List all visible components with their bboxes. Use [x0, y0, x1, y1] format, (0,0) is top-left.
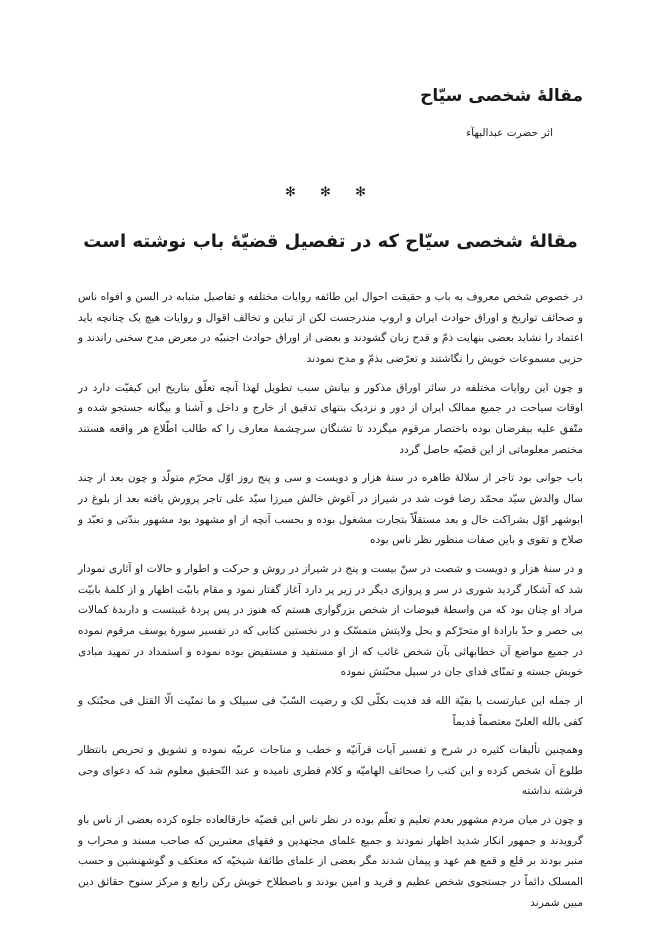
paragraph: و در سنهٔ هزار و دویست و شصت در سنّ بیست و پنج در شیراز در روش و حرکت و اطوار و حالات او آثاری نمودار شد که آشکار گردید شوری در سر و پروازی دیگر در زیر پر دارد آغاز گفتار نمود و مقام بابیّت اظهار و از کلمهٔ بابیّت مراد او چنان بود که من واسطهٔ فیوضات از شخص بزرگواری هستم که هنوز در پس پردهٔ غیبتست و دارندهٔ کمالات بی حصر و حدّ بارادهٔ او متحرّکم و بحل ولایتش متمسّک و در نخستین کتابی که در تفسیر سورهٔ یوسف مرقوم نموده در جمیع مواضع آن خطابهائی بآن شخص غائب که از او مستفید و مستفیض بوده نموده و استمداد در تمهید مبادی خویش جسته و تمنّای فدای جان در سبیل محبّتش نموده [78, 562, 583, 679]
paragraph: و چون این روایات مختلفه در سائر اوراق مذکور و بیانش سبب تطویل لهذا آنچه تعلّق بتاریخ این کیفیّت دارد در اوقات سیاحت در جمیع ممالک ایران از دور و نزدیک بنتهای تدقیق از خارج و داخل و آشنا و بیگانه جستجو شده و متّفق علیه بیفرضان بوده باختصار مرقوم میگردد تا تشنگان سرچشمهٔ معارف را که طالب اطّلاع هر واقعه هستند مختصر معلوماتی از این قضیّه حاصل گردد [78, 381, 583, 456]
paragraph: و چون در میان مردم مشهور بعدم تعلیم و تعلّم بوده در نظر ناس این قضیّه خارقالعاده جلوه کرده بعضی از ناس باو گرویدند و جمهور انکار شدید اظهار نمودند و جمیع علمای مجتهدین و فقهای معتبرین که صاحب مسند و محراب و منبر بودند بر قلع و قمع هم عهد و پیمان شدند مگر بعضی از علمای طائفهٔ شیخیّه که معتکف و گوشهنشین و حسب المسلک دائماً در جستجوی شخص عظیم و فرید و امین بودند و باصطلاح خویش رکن رابع و مرکز سنوح حقائق دین مبین شمرند [78, 814, 583, 909]
paragraph: در خصوص شخص معروف به باب و حقیقت احوال این طائفه روایات مختلفه و تفاصیل متبابه در السن و افواه ناس و صحائف تواریخ و اوراق حوادث ایران و اروپ مندرجست لکن از تباین و تخالف اقوال و روایات هیچ یک چنانچه باید اعتماد را نشاید بعضی بنهایت ذمّ و قدح زبان گشودند و بعضی از اوراق حوادث اجنبیّه در معرض مدح سخنی راندند و حزبی مسموعات خویش را نگاشتند و تعرّضی بذمّ و مدح نمودند [78, 291, 583, 366]
author-line: اثر حضرت عبدالبهآء [466, 126, 553, 139]
page-title: مقالهٔ شخصی سیّاح [420, 86, 583, 106]
paragraph: وهمچنین تألیفات کثیره در شرح و تفسیر آیات قرآنیّه و خطب و مناجات عربیّه نموده و تشویق و تحریص بانتظار طلوع آن شخص کرده و این کتب را صحائف الهامیّه و کلام فطری نامیده و عند التّحقیق معلوم شد که دعوای وحی فرشته نداشته [78, 744, 583, 798]
paragraph: باب جوانی بود تاجر از سلالهٔ طاهره در سنهٔ هزار و دویست و سی و پنج روز اوّل محرّم متولّد و چون بعد از چند سال والدش سیّد محمّد رضا فوت شد در شیراز در آغوش خالش میرزا سیّد علی تاجر پرورش یافته بعد از بلوغ در ابوشهر اوّل بشراکت خال و بعد مستقلّاً بتجارت مشغول بوده و بحسب آنچه از او مشهود بود مشهور بندّتی و تعبّد و صلاح و تقوی و باین صفات منظور نظر ناس بوده [78, 472, 583, 547]
body-text [78, 287, 583, 913]
ornament-divider: ✻ ✻ ✻ [285, 185, 376, 201]
paragraph: از جمله این عبارتست یا بقیّة الله قد فدیت بکلّی لک و رضیت السّبّ فی سبیلک و ما تمنّیت الّا القتل فی محبّتک و کفی بالله العلیّ معتصماً قدیماً [78, 694, 583, 728]
section-heading: مقالهٔ شخصی سیّاح که در تفصیل قضیّهٔ باب نوشته است [83, 231, 578, 253]
